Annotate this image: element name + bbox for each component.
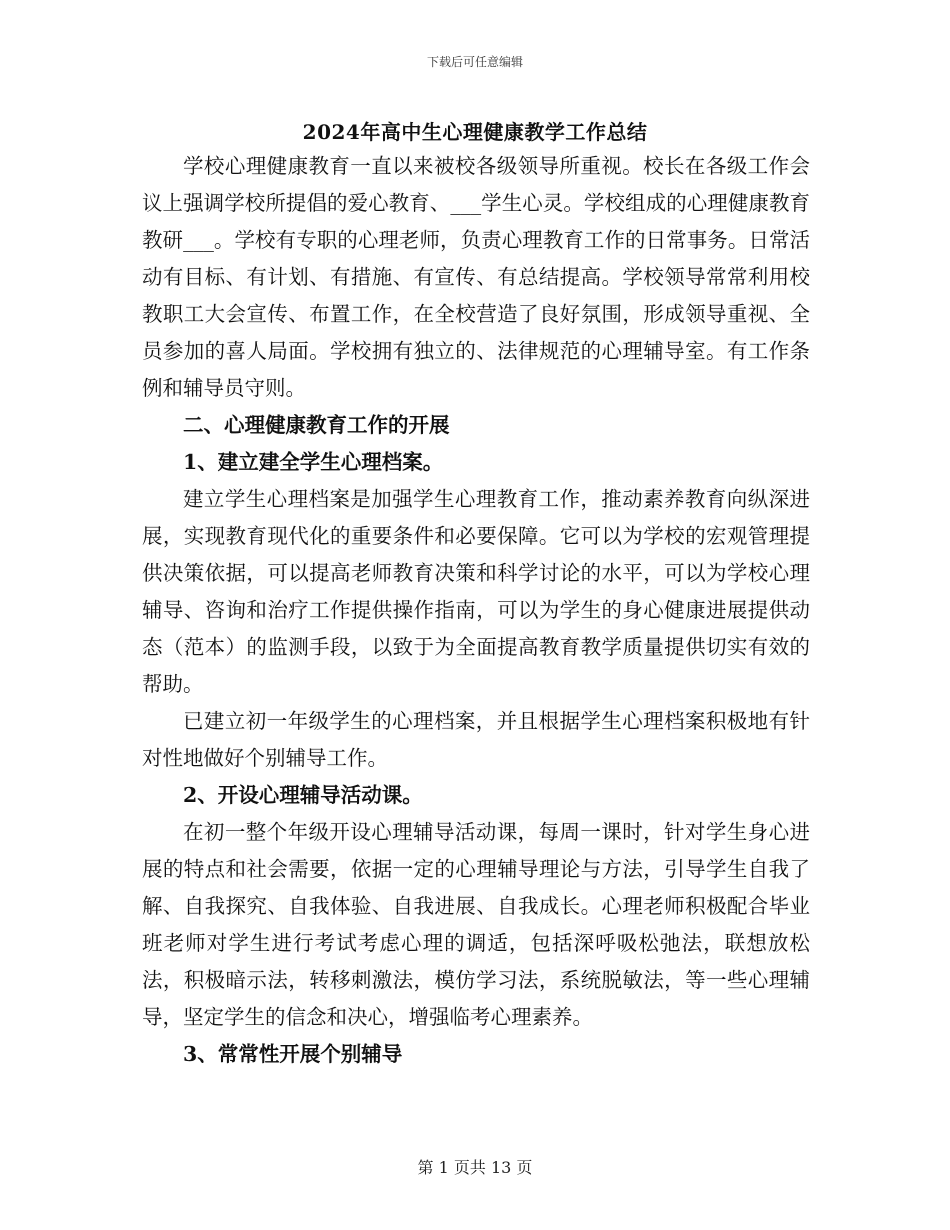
subheading-archives: 1、建立建全学生心理档案。	[183, 450, 444, 474]
paragraph-archives: 建立学生心理档案是加强学生心理教育工作，推动素养教育向纵深进展，实现教育现代化的重要条件和必要保障。它可以为学校的宏观管理提供决策依据，可以提高老师教育决策和科学讨论的水平，可以为学校心理辅导、咨询和治疗工作提供操作指南，可以为学生的身心健康进展提供动态（范本）的监测手段，以致于为全面提高教育教学质量提供切实有效的帮助。	[142, 487, 810, 696]
header-note: 下载后可任意编辑	[426, 55, 523, 69]
page-number: 第 1 页共 13 页	[417, 1158, 533, 1177]
subheading-activity-class: 2、开设心理辅导活动课。	[183, 783, 423, 807]
document-title: 2024年高中生心理健康教学工作总结	[302, 120, 648, 144]
paragraph-grade-one: 已建立初一年级学生的心理档案，并且根据学生心理档案积极地有针对性地做好个别辅导工作。	[142, 709, 810, 770]
subheading-individual-counseling: 3、常常性开展个别辅导	[183, 1042, 403, 1066]
paragraph-activity-class: 在初一整个年级开设心理辅导活动课，每周一课时，针对学生身心进展的特点和社会需要，依据一定的心理辅导理论与方法，引导学生自我了解、自我探究、自我体验、自我进展、自我成长。心理老师积极配合毕业班老师对学生进行考试考虑心理的调适，包括深呼吸松弛法，联想放松法，积极暗示法，转移刺激法，模仿学习法，系统脱敏法，等一些心理辅导，坚定学生的信念和决心，增强临考心理素养。	[142, 820, 810, 1029]
paragraph-intro: 学校心理健康教育一直以来被校各级领导所重视。校长在各级工作会议上强调学校所提倡的爱心教育、___学生心灵。学校组成的心理健康教育教研___。学校有专职的心理老师，负责心理教育工作的日常事务。日常活动有目标、有计划、有措施、有宣传、有总结提高。学校领导常常利用校教职工大会宣传、布置工作，在全校营造了良好氛围，形成领导重视、全员参加的喜人局面。学校拥有独立的、法律规范的心理辅导室。有工作条例和辅导员守则。	[142, 154, 810, 400]
section-heading-two: 二、心理健康教育工作的开展	[183, 413, 450, 437]
document-body	[142, 148, 810, 1073]
